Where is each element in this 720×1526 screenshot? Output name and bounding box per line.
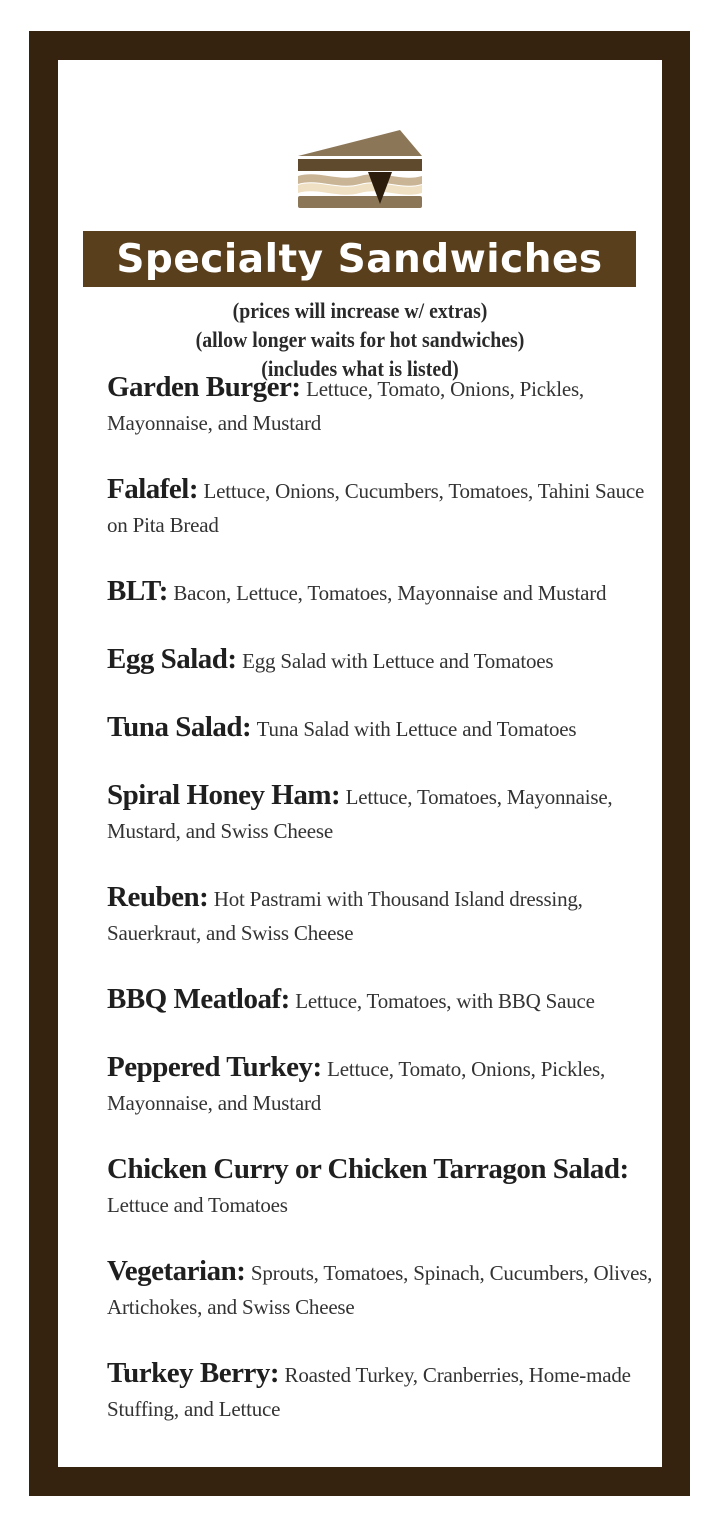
item-name: Vegetarian: xyxy=(107,1255,246,1287)
item-description: Lettuce, Tomatoes, Mayonnaise, Mustard, and Swiss Cheese xyxy=(107,785,613,843)
menu-item xyxy=(107,982,657,1018)
menu-item xyxy=(107,710,657,746)
menu-frame xyxy=(29,31,690,1496)
menu-item xyxy=(107,880,657,950)
note-line: (prices will increase w/ extras) xyxy=(232,298,488,323)
menu-item xyxy=(107,472,657,542)
item-description: Sprouts, Tomatoes, Spinach, Cucumbers, Olives, Artichokes, and Swiss Cheese xyxy=(107,1261,653,1319)
note-line: (includes what is listed) xyxy=(261,356,459,381)
item-description: Lettuce, Tomatoes, with BBQ Sauce xyxy=(295,989,595,1013)
item-description: Lettuce, Tomato, Onions, Pickles, Mayonnaise, and Mustard xyxy=(107,377,584,435)
item-name: BLT: xyxy=(107,575,168,607)
menu-panel xyxy=(58,60,662,1467)
item-description: Tuna Salad with Lettuce and Tomatoes xyxy=(256,717,577,741)
item-description: Lettuce, Onions, Cucumbers, Tomatoes, Tahini Sauce on Pita Bread xyxy=(107,479,645,537)
item-name: Turkey Berry: xyxy=(107,1357,280,1389)
item-description: Egg Salad with Lettuce and Tomatoes xyxy=(242,649,554,673)
item-name: Egg Salad: xyxy=(107,643,237,675)
item-description: Roasted Turkey, Cranberries, Home-made Stuffing, and Lettuce xyxy=(107,1363,631,1421)
item-name: Tuna Salad: xyxy=(107,711,252,743)
menu-item xyxy=(107,1050,657,1120)
menu-item xyxy=(107,1152,657,1222)
item-description: Bacon, Lettuce, Tomatoes, Mayonnaise and Mustard xyxy=(173,581,607,605)
menu-item xyxy=(107,1254,657,1324)
item-description: Lettuce, Tomato, Onions, Pickles, Mayonnaise, and Mustard xyxy=(107,1057,606,1115)
menu-item xyxy=(107,1356,657,1426)
item-description: Lettuce and Tomatoes xyxy=(107,1193,288,1217)
item-name: BBQ Meatloaf: xyxy=(107,983,290,1015)
item-name: Reuben: xyxy=(107,881,209,913)
item-description: Hot Pastrami with Thousand Island dressing, Sauerkraut, and Swiss Cheese xyxy=(107,887,583,945)
menu-item xyxy=(107,370,657,440)
menu-item xyxy=(107,642,657,678)
item-name: Peppered Turkey: xyxy=(107,1051,322,1083)
item-name: Falafel: xyxy=(107,473,199,505)
note-line: (allow longer waits for hot sandwiches) xyxy=(195,327,525,352)
item-name: Chicken Curry or Chicken Tarragon Salad: xyxy=(107,1153,629,1185)
menu-item xyxy=(107,574,657,610)
sandwich-icon xyxy=(298,130,422,210)
item-name: Garden Burger: xyxy=(107,371,301,403)
menu-item xyxy=(107,778,657,848)
item-name: Spiral Honey Ham: xyxy=(107,779,341,811)
page-title: Specialty Sandwiches xyxy=(116,236,603,282)
title-banner xyxy=(83,231,636,287)
